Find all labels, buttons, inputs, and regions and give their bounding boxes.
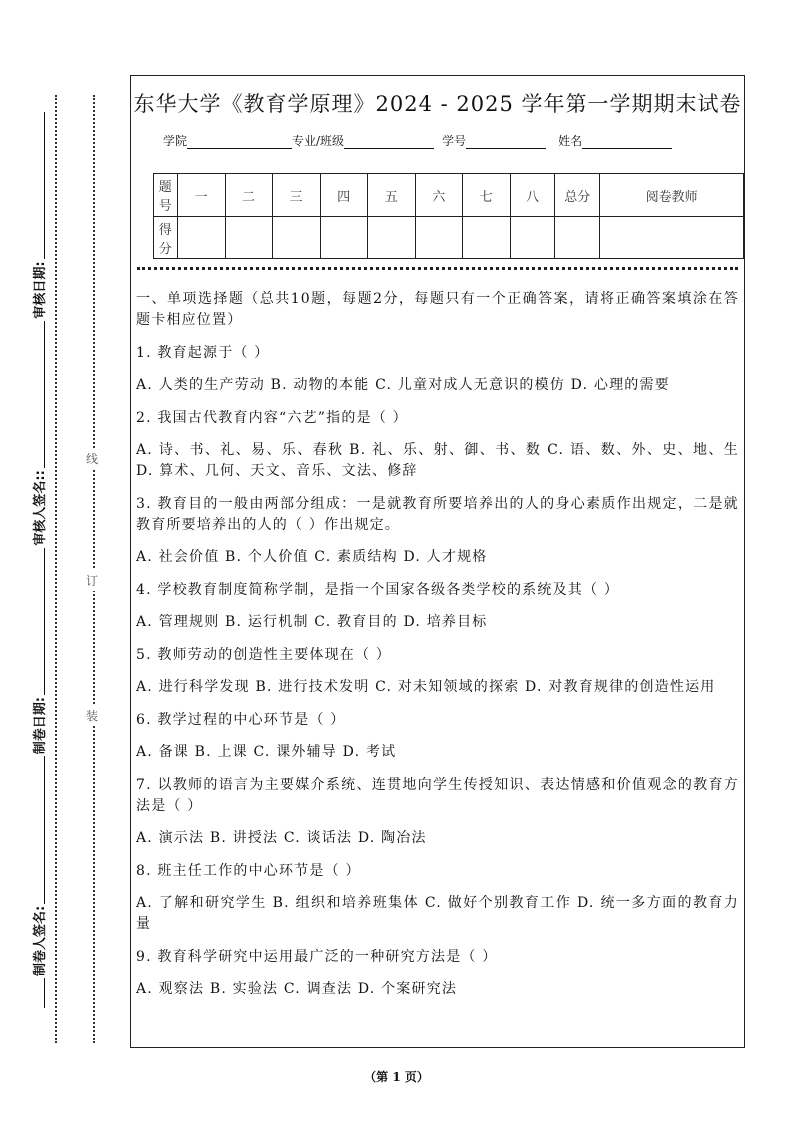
maker-signature-label: 制卷人签名: (33, 905, 48, 976)
question-options: A. 人类的生产劳动 B. 动物的本能 C. 儿童对成人无意识的模仿 D. 心理的需要 (136, 377, 670, 393)
score-cell[interactable] (600, 217, 744, 259)
maker-date-field[interactable] (44, 548, 45, 696)
college-label: 学院 (163, 134, 188, 148)
maker-signature-field[interactable] (44, 756, 45, 904)
col-header: 总分 (555, 174, 600, 217)
maker-date-label: 制卷日期: (33, 697, 48, 755)
section-heading: 一、单项选择题（总共10题，每题2分，每题只有一个正确答案，请将正确答案填涂在答题卡相应位置） (136, 291, 739, 328)
binding-char-ding: 订 (86, 570, 98, 591)
question-options: A. 备课 B. 上课 C. 课外辅导 D. 考试 (136, 744, 397, 760)
exam-page-frame (130, 75, 745, 1048)
col-header: 八 (510, 174, 554, 217)
question-stem: 6. 教学过程的中心环节是（ ） (136, 711, 346, 728)
binding-char-zhuang: 装 (86, 705, 98, 726)
question-stem: 8. 班主任工作的中心环节是（ ） (136, 862, 361, 879)
score-cell[interactable] (320, 217, 367, 259)
question-options: A. 管理规则 B. 运行机制 C. 教育目的 D. 培养目标 (136, 614, 488, 630)
question-options: A. 诗、书、礼、易、乐、春秋 B. 礼、乐、射、御、书、数 C. 语、数、外、史、地、生 D. 算术、几何、天文、音乐、文法、修辞 (136, 442, 739, 479)
question-stem: 2. 我国古代教育内容“六艺”指的是（ ） (136, 409, 408, 426)
col-header: 七 (462, 174, 510, 217)
score-cell[interactable] (225, 217, 272, 259)
college-field[interactable] (187, 136, 292, 149)
margin-signature-strip (28, 110, 48, 1010)
col-header: 一 (177, 174, 225, 217)
name-label: 姓名 (558, 134, 583, 148)
reviewer-signature-field[interactable] (44, 321, 45, 469)
student-info-line (163, 132, 672, 149)
score-table (153, 173, 744, 259)
score-cell[interactable] (462, 217, 510, 259)
question-options: A. 观察法 B. 实验法 C. 调查法 D. 个案研究法 (136, 981, 458, 997)
major-class-label: 专业/班级 (292, 134, 345, 148)
col-header: 三 (272, 174, 320, 217)
question-number-row (154, 174, 744, 217)
name-field[interactable] (582, 136, 672, 149)
review-date-label: 审核日期: (33, 261, 48, 319)
col-header: 二 (225, 174, 272, 217)
question-options: A. 演示法 B. 讲授法 C. 谈话法 D. 陶冶法 (136, 830, 427, 846)
question-options: A. 了解和研究学生 B. 组织和培养班集体 C. 做好个别教育工作 D. 统一多方面的教育力量 (136, 895, 739, 932)
score-cell[interactable] (272, 217, 320, 259)
col-header: 六 (415, 174, 462, 217)
binding-char-xian: 线 (86, 448, 98, 469)
question-stem: 4. 学校教育制度简称学制，是指一个国家各级各类学校的系统及其（ ） (136, 581, 620, 598)
score-cell[interactable] (555, 217, 600, 259)
question-options: A. 社会价值 B. 个人价值 C. 素质结构 D. 人才规格 (136, 549, 488, 565)
question-stem: 5. 教师劳动的创造性主要体现在（ ） (136, 646, 392, 663)
col-header: 四 (320, 174, 367, 217)
section-divider (137, 267, 738, 270)
major-class-field[interactable] (344, 136, 434, 149)
score-cell[interactable] (415, 217, 462, 259)
binding-line-outer (55, 95, 57, 1043)
exam-title: 东华大学《教育学原理》2024 - 2025 学年第一学期期末试卷 (133, 92, 742, 116)
question-stem: 7. 以教师的语言为主要媒介系统、连贯地向学生传授知识、表达情感和价值观念的教育方法是（ ） (136, 776, 739, 814)
score-row (154, 217, 744, 259)
col-header: 五 (367, 174, 415, 217)
row-label: 题号 (154, 174, 178, 217)
col-header: 阅卷教师 (600, 174, 744, 217)
signature-underline (44, 978, 45, 1008)
review-date-field[interactable] (44, 112, 45, 260)
question-stem: 1. 教育起源于（ ） (136, 344, 270, 361)
student-id-label: 学号 (442, 134, 467, 148)
binding-line-inner (93, 95, 95, 1043)
page-number: （第 1 页） (364, 1070, 429, 1084)
question-stem: 3. 教育目的一般由两部分组成：一是就教育所要培养出的人的身心素质作出规定，二是就教育所要培养出的人的（ ）作出规定。 (136, 495, 739, 533)
question-stem: 9. 教育科学研究中运用最广泛的一种研究方法是（ ） (136, 948, 498, 965)
score-cell[interactable] (177, 217, 225, 259)
score-cell[interactable] (510, 217, 554, 259)
question-options: A. 进行科学发现 B. 进行技术发明 C. 对未知领域的探索 D. 对教育规律的创造性运用 (136, 679, 716, 695)
reviewer-signature-label: 审核人签名:: (33, 470, 48, 546)
student-id-field[interactable] (466, 136, 546, 149)
score-cell[interactable] (367, 217, 415, 259)
questions-body (136, 289, 739, 1012)
row-label: 得分 (154, 217, 178, 259)
